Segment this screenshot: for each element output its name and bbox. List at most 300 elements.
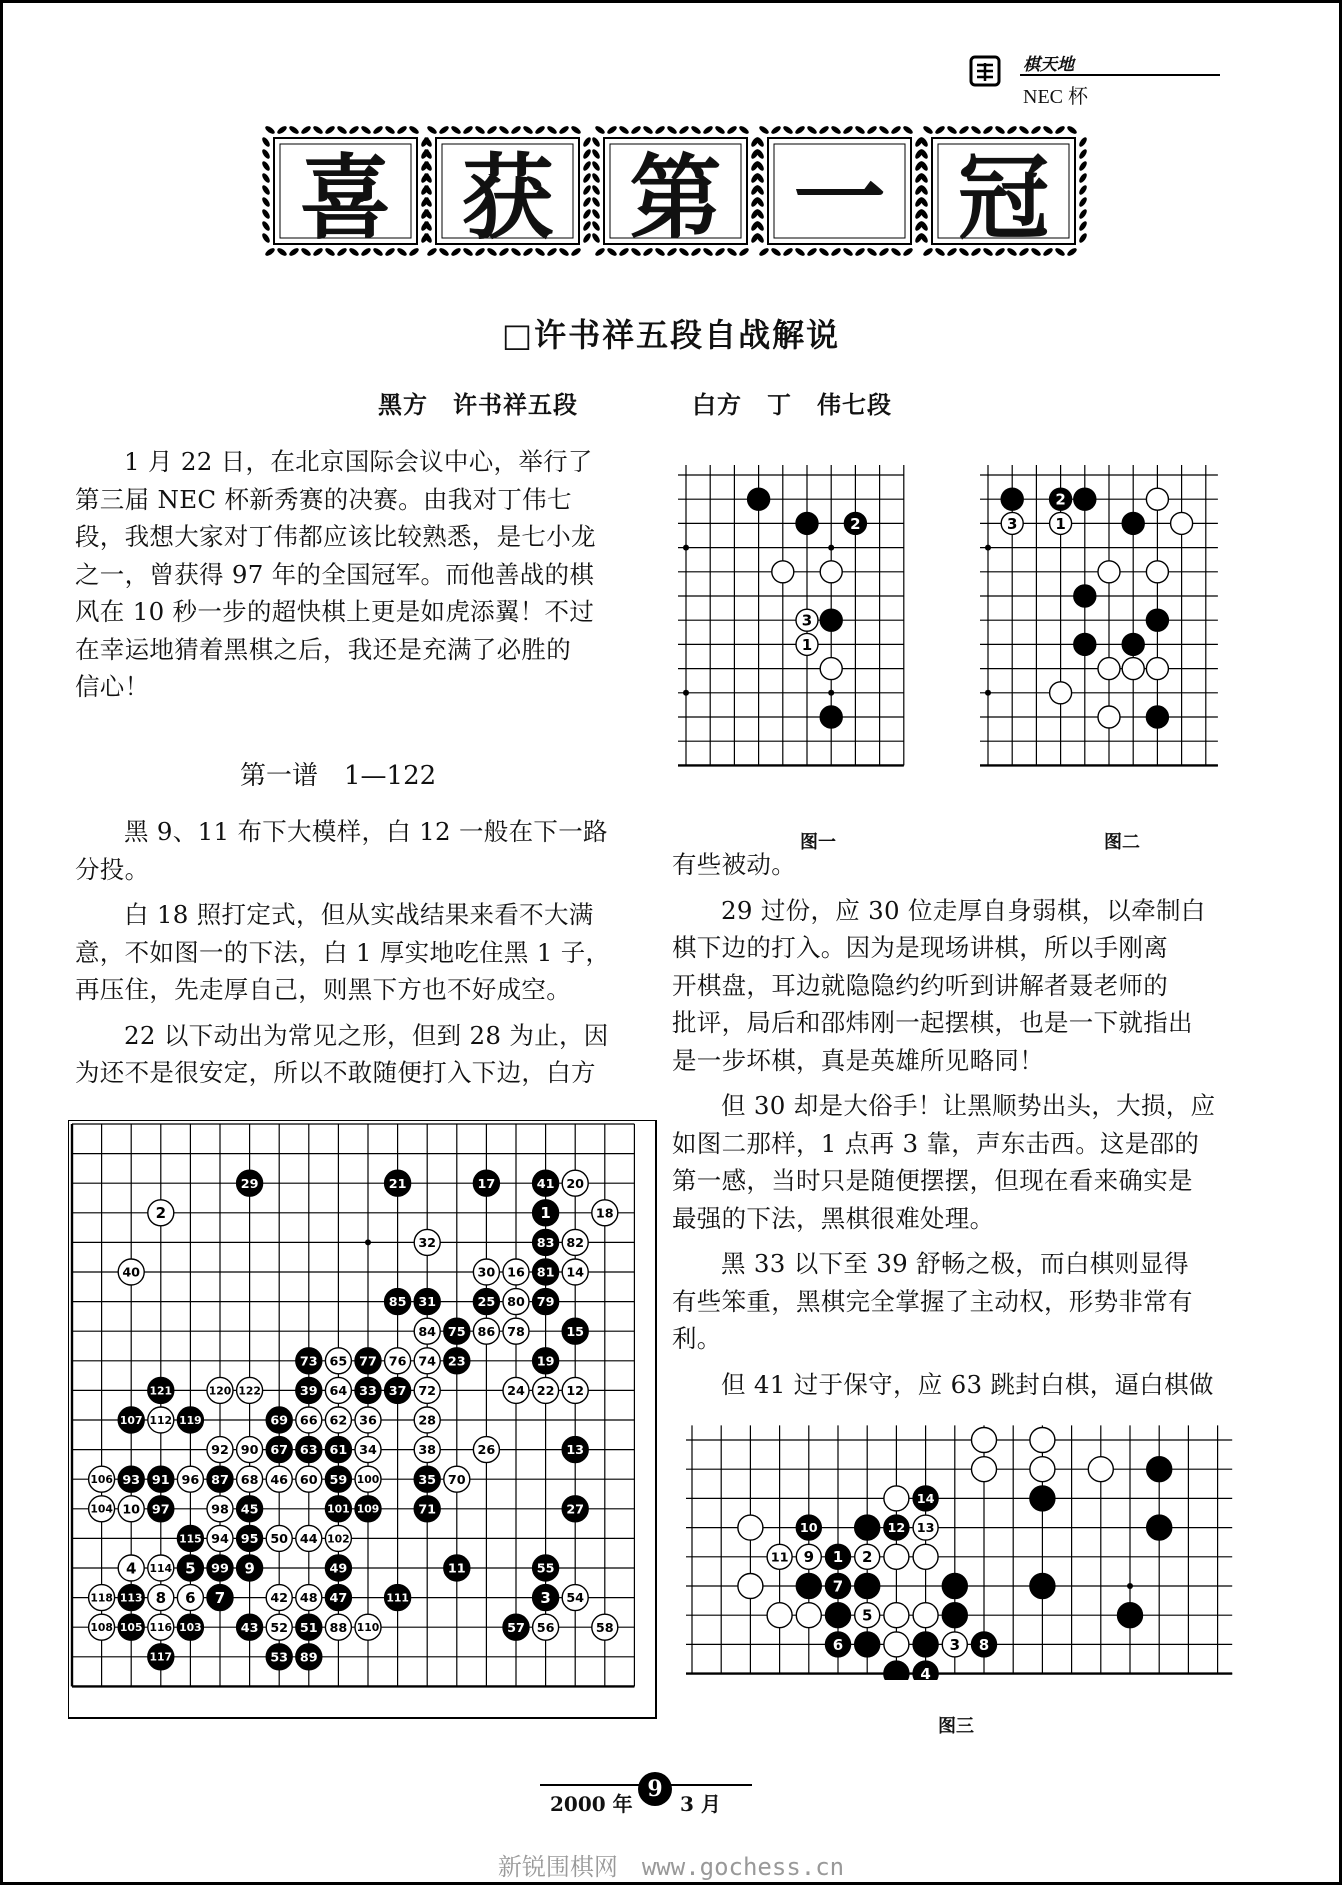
move-number: 78 bbox=[507, 1324, 525, 1340]
black-stone bbox=[884, 1515, 909, 1540]
black-stone bbox=[1074, 488, 1096, 510]
white-stone bbox=[796, 609, 818, 631]
move-number: 27 bbox=[566, 1502, 585, 1518]
black-stone bbox=[844, 512, 866, 534]
black-stone bbox=[826, 1544, 851, 1569]
black-stone bbox=[177, 1614, 203, 1640]
move-number: 28 bbox=[418, 1413, 437, 1429]
move-number: 96 bbox=[181, 1472, 200, 1488]
move-number: 42 bbox=[270, 1591, 289, 1607]
paragraph bbox=[672, 846, 1242, 884]
white-stone bbox=[355, 1407, 381, 1433]
move-number: 35 bbox=[418, 1472, 437, 1488]
text-line: 批评，局后和邵炜刚一起摆棋，也是一下就指出 bbox=[672, 1008, 1193, 1037]
move-number: 58 bbox=[595, 1620, 614, 1636]
white-stone bbox=[148, 1407, 174, 1433]
move-number: 21 bbox=[388, 1176, 407, 1192]
white-stone bbox=[820, 561, 842, 583]
intro-line: 在幸运地猜着黑棋之后，我还是充满了必胜的 bbox=[75, 634, 571, 664]
move-number: 61 bbox=[329, 1443, 348, 1459]
move-number: 59 bbox=[329, 1472, 348, 1488]
move-number: 105 bbox=[119, 1621, 143, 1635]
move-number: 22 bbox=[536, 1383, 555, 1399]
move-number: 54 bbox=[566, 1591, 585, 1607]
white-stone bbox=[355, 1466, 381, 1492]
move-number: 74 bbox=[418, 1354, 437, 1370]
move-number: 5 bbox=[185, 1559, 196, 1578]
black-stone bbox=[796, 512, 818, 534]
black-stone bbox=[1146, 706, 1168, 728]
white-stone bbox=[855, 1544, 880, 1569]
page-number: 9 bbox=[638, 1772, 672, 1806]
black-stone bbox=[855, 1515, 880, 1540]
left-commentary bbox=[75, 813, 635, 1092]
move-number: 55 bbox=[536, 1561, 555, 1577]
black-stone bbox=[1001, 488, 1023, 510]
black-stone bbox=[207, 1466, 233, 1492]
white-stone bbox=[89, 1614, 115, 1640]
move-number: 11 bbox=[447, 1561, 466, 1577]
move-number: 11 bbox=[770, 1550, 789, 1566]
move-number: 111 bbox=[386, 1591, 409, 1605]
black-stone bbox=[148, 1466, 174, 1492]
intro-line: 段，我想大家对丁伟都应该比较熟悉，是七小龙 bbox=[75, 522, 596, 551]
white-stone bbox=[207, 1437, 233, 1463]
move-number: 45 bbox=[240, 1502, 259, 1518]
title-character: 第 bbox=[629, 145, 722, 252]
move-number: 6 bbox=[185, 1589, 196, 1607]
move-number: 2 bbox=[155, 1204, 167, 1223]
white-stone bbox=[266, 1525, 292, 1551]
move-number: 48 bbox=[299, 1591, 318, 1607]
white-stone bbox=[972, 1428, 997, 1453]
black-stone bbox=[826, 1574, 851, 1599]
intro-line: 之一，曾获得 97 年的全国冠军。而他善战的棋 bbox=[75, 559, 595, 589]
move-number: 60 bbox=[299, 1472, 318, 1488]
move-number: 8 bbox=[978, 1635, 990, 1654]
text-line: 白 18 照打定式，但从实战结果来看不大满 bbox=[124, 900, 594, 929]
move-number: 64 bbox=[329, 1383, 348, 1399]
move-number: 16 bbox=[507, 1265, 525, 1281]
black-stone bbox=[296, 1614, 322, 1640]
move-number: 56 bbox=[536, 1620, 555, 1636]
white-stone bbox=[414, 1318, 440, 1344]
move-number: 9 bbox=[244, 1559, 255, 1578]
move-number: 69 bbox=[270, 1413, 289, 1429]
white-stone bbox=[562, 1259, 588, 1285]
move-number: 7 bbox=[214, 1589, 226, 1607]
move-number: 4 bbox=[920, 1665, 931, 1680]
move-number: 107 bbox=[119, 1413, 143, 1427]
black-stone bbox=[473, 1289, 499, 1315]
move-number: 81 bbox=[536, 1265, 555, 1281]
white-stone bbox=[1098, 561, 1120, 583]
white-stone bbox=[325, 1525, 351, 1551]
white-stone bbox=[473, 1259, 499, 1285]
title-character-box bbox=[258, 122, 433, 260]
white-stone bbox=[1001, 512, 1023, 534]
white-stone bbox=[1030, 1457, 1055, 1482]
white-stone bbox=[972, 1457, 997, 1482]
move-number: 53 bbox=[270, 1650, 289, 1666]
move-number: 2 bbox=[850, 514, 861, 533]
footer-year: 2000 年 bbox=[550, 1792, 633, 1816]
move-number: 14 bbox=[566, 1265, 585, 1281]
black-stone bbox=[118, 1614, 144, 1640]
black-stone bbox=[884, 1661, 909, 1680]
intro-paragraph bbox=[75, 443, 635, 706]
text-line: 最强的下法，黑棋很难处理。 bbox=[672, 1203, 995, 1233]
white-stone bbox=[592, 1200, 618, 1226]
move-number: 100 bbox=[356, 1473, 380, 1487]
paragraph bbox=[75, 896, 635, 1009]
move-number: 10 bbox=[122, 1502, 141, 1518]
white-stone bbox=[414, 1348, 440, 1374]
text-line: 棋下边的打入。因为是现场讲棋，所以手刚离 bbox=[672, 933, 1168, 962]
white-stone bbox=[414, 1377, 440, 1403]
diagram-figure-1 bbox=[678, 465, 918, 795]
intro-line: 1 月 22 日，在北京国际会议中心，举行了 bbox=[124, 447, 593, 476]
white-stone bbox=[473, 1437, 499, 1463]
page-footer bbox=[540, 1772, 800, 1816]
white-stone bbox=[820, 658, 842, 680]
white-stone bbox=[884, 1486, 909, 1511]
move-number: 41 bbox=[536, 1176, 555, 1192]
move-number: 122 bbox=[238, 1384, 261, 1398]
white-stone bbox=[1146, 561, 1168, 583]
text-line: 但 41 过于保守，应 63 跳封白棋，逼白棋做 bbox=[721, 1369, 1214, 1399]
white-stone bbox=[414, 1407, 440, 1433]
white-stone bbox=[237, 1437, 263, 1463]
star-point bbox=[683, 545, 689, 551]
black-stone bbox=[942, 1574, 967, 1599]
black-stone bbox=[237, 1614, 263, 1640]
title-character-box bbox=[916, 122, 1091, 260]
white-stone bbox=[414, 1229, 440, 1255]
black-stone bbox=[1050, 488, 1072, 510]
black-stone bbox=[533, 1585, 559, 1611]
white-stone bbox=[796, 1544, 821, 1569]
white-stone bbox=[1088, 1457, 1113, 1482]
move-number: 30 bbox=[477, 1265, 496, 1281]
white-stone bbox=[562, 1585, 588, 1611]
intro-line: 第三届 NEC 杯新秀赛的决赛。由我对丁伟七 bbox=[75, 484, 572, 514]
magazine-name: 棋天地 bbox=[1023, 55, 1074, 75]
white-stone bbox=[118, 1259, 144, 1285]
black-stone bbox=[325, 1496, 351, 1522]
white-stone bbox=[177, 1466, 203, 1492]
black-stone bbox=[1074, 633, 1096, 655]
white-stone bbox=[503, 1289, 529, 1315]
black-stone bbox=[207, 1555, 233, 1581]
intro-line: 风在 10 秒一步的超快棋上更是如虎添翼！不过 bbox=[75, 597, 595, 626]
move-number: 39 bbox=[299, 1383, 318, 1399]
move-number: 120 bbox=[208, 1384, 232, 1398]
move-number: 85 bbox=[388, 1295, 407, 1311]
black-stone bbox=[533, 1289, 559, 1315]
white-stone bbox=[89, 1585, 115, 1611]
black-stone bbox=[444, 1555, 470, 1581]
black-stone bbox=[1030, 1574, 1055, 1599]
magazine-logo-icon bbox=[968, 54, 1002, 88]
black-stone bbox=[503, 1614, 529, 1640]
white-stone bbox=[296, 1466, 322, 1492]
white-stone bbox=[89, 1466, 115, 1492]
white-stone bbox=[118, 1555, 144, 1581]
diagram-figure-2 bbox=[980, 465, 1230, 795]
white-stone bbox=[177, 1585, 203, 1611]
move-number: 116 bbox=[149, 1621, 173, 1635]
move-number: 110 bbox=[356, 1621, 380, 1635]
black-stone bbox=[296, 1644, 322, 1670]
move-number: 13 bbox=[566, 1443, 585, 1459]
black-stone bbox=[533, 1229, 559, 1255]
text-line: 第一感，当时只是随便摆摆，但现在看来确实是 bbox=[672, 1166, 1193, 1195]
black-stone bbox=[177, 1525, 203, 1551]
black-stone bbox=[325, 1437, 351, 1463]
move-number: 6 bbox=[832, 1635, 844, 1654]
move-number: 76 bbox=[388, 1354, 407, 1370]
star-point bbox=[365, 1239, 371, 1245]
move-number: 95 bbox=[240, 1531, 259, 1547]
text-line: 是一步坏棋，真是英雄所见略同！ bbox=[672, 1045, 1044, 1075]
magazine-header bbox=[968, 50, 1228, 110]
star-point bbox=[985, 690, 991, 696]
move-number: 101 bbox=[327, 1502, 350, 1516]
move-number: 118 bbox=[90, 1591, 113, 1605]
white-stone bbox=[913, 1515, 938, 1540]
black-stone bbox=[237, 1525, 263, 1551]
white-stone bbox=[148, 1555, 174, 1581]
black-stone bbox=[237, 1555, 263, 1581]
black-stone bbox=[826, 1632, 851, 1657]
white-stone bbox=[237, 1466, 263, 1492]
black-stone bbox=[1074, 585, 1096, 607]
white-stone bbox=[533, 1614, 559, 1640]
white-stone bbox=[503, 1377, 529, 1403]
white-stone bbox=[1030, 1428, 1055, 1453]
move-number: 52 bbox=[270, 1620, 289, 1636]
text-line: 黑 9、11 布下大模样，白 12 一般在下一路 bbox=[124, 817, 608, 846]
move-number: 25 bbox=[477, 1295, 496, 1311]
white-stone bbox=[1050, 682, 1072, 704]
paragraph bbox=[672, 1366, 1242, 1404]
black-player: 黑方 许书祥五段 bbox=[378, 390, 578, 419]
move-number: 117 bbox=[149, 1650, 173, 1664]
black-stone bbox=[118, 1466, 144, 1492]
black-stone bbox=[296, 1437, 322, 1463]
black-stone bbox=[748, 488, 770, 510]
black-stone bbox=[562, 1318, 588, 1344]
black-stone bbox=[355, 1496, 381, 1522]
move-number: 13 bbox=[916, 1521, 935, 1537]
move-number: 68 bbox=[240, 1472, 259, 1488]
white-stone bbox=[473, 1318, 499, 1344]
white-stone bbox=[533, 1377, 559, 1403]
move-number: 87 bbox=[211, 1472, 229, 1488]
black-stone bbox=[913, 1632, 938, 1657]
white-stone bbox=[266, 1585, 292, 1611]
white-stone bbox=[767, 1603, 792, 1628]
move-number: 1 bbox=[1055, 514, 1066, 533]
move-number: 46 bbox=[270, 1472, 289, 1488]
move-number: 63 bbox=[299, 1443, 318, 1459]
white-stone bbox=[592, 1614, 618, 1640]
white-stone bbox=[738, 1515, 763, 1540]
white-stone bbox=[148, 1585, 174, 1611]
black-stone bbox=[796, 1515, 821, 1540]
move-number: 79 bbox=[536, 1295, 555, 1311]
black-stone bbox=[533, 1348, 559, 1374]
white-stone bbox=[325, 1407, 351, 1433]
move-number: 26 bbox=[477, 1443, 496, 1459]
white-stone bbox=[503, 1259, 529, 1285]
white-stone bbox=[884, 1603, 909, 1628]
white-stone bbox=[1171, 512, 1193, 534]
move-number: 103 bbox=[179, 1621, 202, 1635]
move-number: 33 bbox=[359, 1383, 377, 1399]
black-stone bbox=[942, 1603, 967, 1628]
move-number: 86 bbox=[477, 1324, 496, 1340]
move-number: 121 bbox=[149, 1384, 173, 1398]
move-number: 102 bbox=[327, 1532, 350, 1546]
header-rule bbox=[1020, 74, 1220, 76]
black-stone bbox=[1146, 609, 1168, 631]
move-number: 109 bbox=[356, 1502, 380, 1516]
figure-3-caption: 图三 bbox=[938, 1716, 974, 1737]
title-character: 喜 bbox=[299, 145, 392, 252]
white-stone bbox=[738, 1574, 763, 1599]
move-number: 5 bbox=[861, 1606, 873, 1625]
title-character: 一 bbox=[793, 145, 886, 252]
move-number: 82 bbox=[566, 1235, 585, 1251]
text-line: 但 30 却是大俗手！让黑顺势出头，大损，应 bbox=[721, 1091, 1216, 1120]
white-stone bbox=[266, 1614, 292, 1640]
white-stone bbox=[1146, 658, 1168, 680]
black-stone bbox=[414, 1289, 440, 1315]
black-stone bbox=[177, 1407, 203, 1433]
move-number: 47 bbox=[329, 1591, 348, 1607]
black-stone bbox=[533, 1170, 559, 1196]
move-number: 34 bbox=[359, 1443, 377, 1459]
title-character: 获 bbox=[461, 145, 554, 252]
move-number: 65 bbox=[329, 1354, 348, 1370]
white-stone bbox=[884, 1632, 909, 1657]
move-number: 80 bbox=[507, 1295, 525, 1311]
black-stone bbox=[118, 1407, 144, 1433]
white-stone bbox=[148, 1200, 174, 1226]
black-stone bbox=[237, 1170, 263, 1196]
black-stone bbox=[855, 1574, 880, 1599]
black-stone bbox=[237, 1496, 263, 1522]
title-character-box bbox=[752, 122, 927, 260]
move-number: 9 bbox=[803, 1548, 815, 1567]
move-number: 4 bbox=[125, 1559, 137, 1578]
text-line: 再压住，先走厚自己，则黑下方也不好成空。 bbox=[75, 975, 571, 1004]
move-number: 50 bbox=[270, 1531, 289, 1547]
black-stone bbox=[148, 1644, 174, 1670]
black-stone bbox=[1147, 1457, 1172, 1482]
move-number: 115 bbox=[179, 1532, 202, 1546]
white-stone bbox=[266, 1466, 292, 1492]
black-stone bbox=[1122, 512, 1144, 534]
star-point bbox=[828, 545, 834, 551]
move-number: 75 bbox=[447, 1324, 466, 1340]
move-number: 51 bbox=[299, 1620, 318, 1636]
black-stone bbox=[1030, 1486, 1055, 1511]
black-stone bbox=[820, 706, 842, 728]
black-stone bbox=[414, 1466, 440, 1492]
text-line: 22 以下动出为常见之形，但到 28 为止，因 bbox=[124, 1020, 609, 1050]
white-stone bbox=[913, 1603, 938, 1628]
black-stone bbox=[533, 1259, 559, 1285]
white-stone bbox=[913, 1544, 938, 1569]
black-stone bbox=[118, 1585, 144, 1611]
move-number: 83 bbox=[536, 1235, 555, 1251]
black-stone bbox=[913, 1486, 938, 1511]
white-stone bbox=[1098, 706, 1120, 728]
black-stone bbox=[325, 1585, 351, 1611]
black-stone bbox=[1147, 1515, 1172, 1540]
text-line: 利。 bbox=[672, 1324, 722, 1353]
move-number: 114 bbox=[149, 1561, 173, 1575]
white-stone bbox=[207, 1377, 233, 1403]
black-stone bbox=[325, 1466, 351, 1492]
move-number: 3 bbox=[540, 1589, 551, 1607]
white-stone bbox=[1146, 488, 1168, 510]
white-stone bbox=[796, 633, 818, 655]
black-stone bbox=[414, 1496, 440, 1522]
paragraph bbox=[672, 1245, 1242, 1358]
text-line: 开棋盘，耳边就隐隐约约听到讲解者聂老师的 bbox=[672, 970, 1168, 1000]
white-stone bbox=[325, 1348, 351, 1374]
black-stone bbox=[266, 1644, 292, 1670]
title-character-box bbox=[420, 122, 595, 260]
title-character-box bbox=[588, 122, 763, 260]
move-number: 89 bbox=[299, 1650, 318, 1666]
move-number: 43 bbox=[240, 1620, 259, 1636]
black-stone bbox=[444, 1318, 470, 1344]
move-number: 2 bbox=[1055, 490, 1066, 509]
paragraph bbox=[75, 1017, 635, 1092]
game-record-board bbox=[68, 1120, 658, 1720]
right-commentary bbox=[672, 846, 1242, 1403]
move-number: 77 bbox=[359, 1354, 377, 1370]
black-stone bbox=[855, 1632, 880, 1657]
figure-1-caption: 图一 bbox=[800, 832, 836, 853]
text-line: 分投。 bbox=[75, 854, 150, 884]
move-number: 71 bbox=[418, 1502, 437, 1518]
white-stone bbox=[296, 1585, 322, 1611]
move-number: 1 bbox=[801, 635, 813, 654]
black-stone bbox=[444, 1348, 470, 1374]
text-line: 意，不如图一的下法，白 1 厚实地吃住黑 1 子， bbox=[75, 937, 611, 967]
move-number: 44 bbox=[299, 1531, 318, 1547]
text-line: 黑 33 以下至 39 舒畅之极，而白棋则显得 bbox=[721, 1249, 1189, 1278]
black-stone bbox=[355, 1348, 381, 1374]
white-stone bbox=[1122, 658, 1144, 680]
move-number: 3 bbox=[801, 611, 813, 630]
move-number: 73 bbox=[299, 1354, 318, 1370]
move-number: 1 bbox=[540, 1204, 551, 1223]
black-stone bbox=[1118, 1603, 1143, 1628]
text-line: 有些被动。 bbox=[672, 850, 796, 879]
move-number: 57 bbox=[507, 1620, 525, 1636]
move-number: 7 bbox=[832, 1577, 844, 1596]
star-point bbox=[683, 690, 689, 696]
black-stone bbox=[266, 1437, 292, 1463]
move-number: 23 bbox=[447, 1354, 466, 1370]
